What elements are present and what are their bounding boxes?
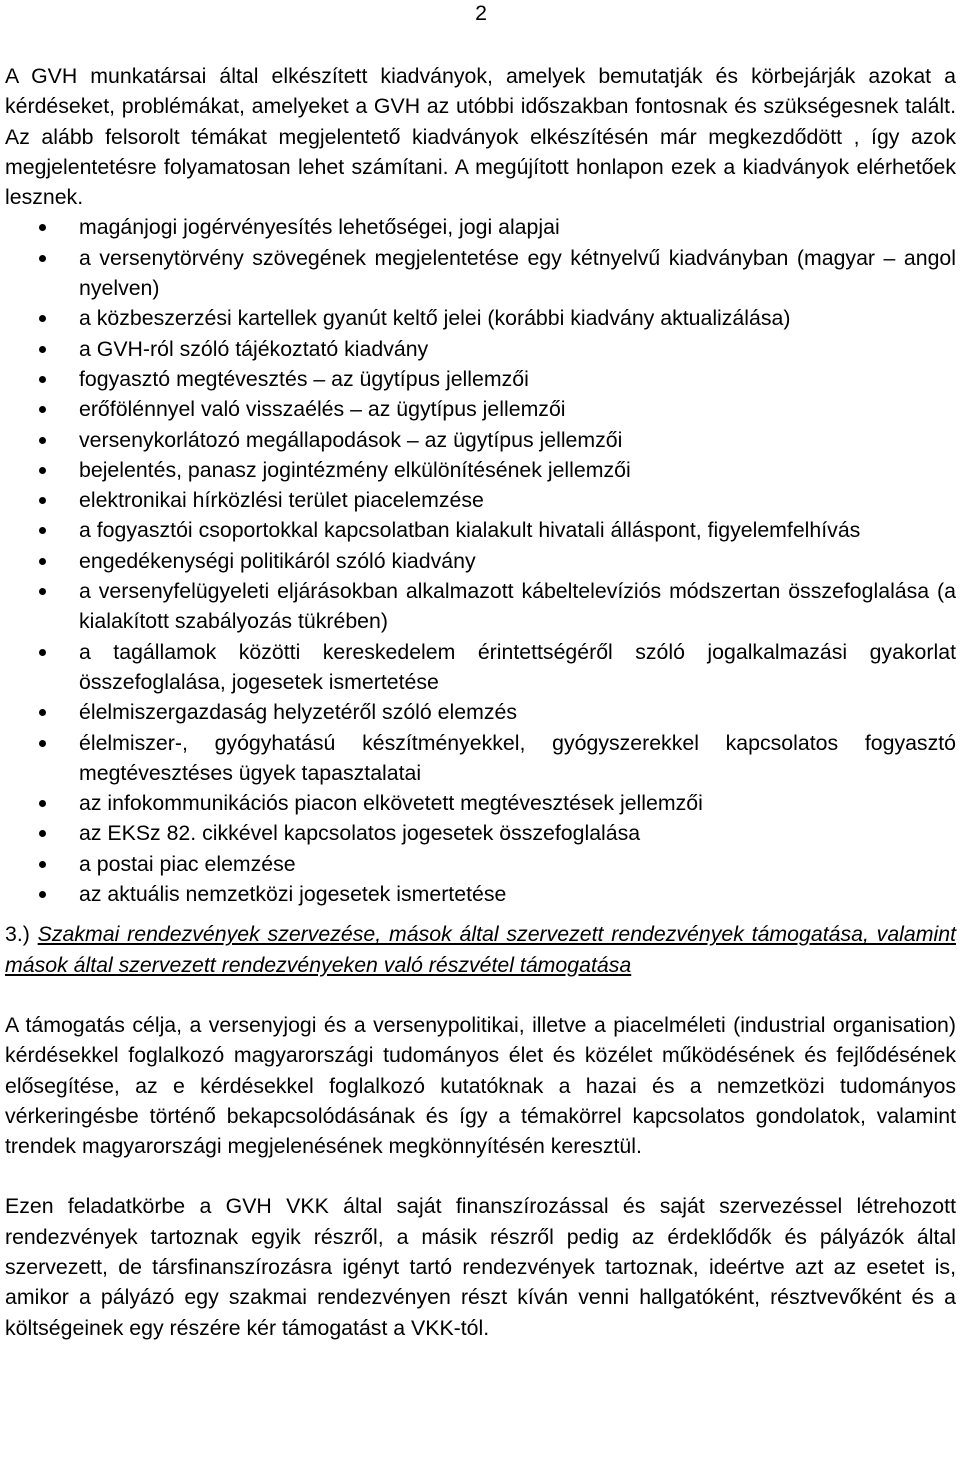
support-goal-paragraph: A támogatás célja, a versenyjogi és a versenypolitikai, illetve a piacelméleti (industrial organisation) kérdésekkel foglalkozó magyarországi tudományos élet és közélet működésének és fejlődésének elősegítése, az e kérdésekkel foglalkozó kutatóknak a hazai és a nemzetközi tudományos vérkeringésbe történő bekapcsolódásának és így a témakörrel kapcsolatos gondolatok, valamint trendek magyarországi megjelenésének megkönnyítésén keresztül.: [5, 1012, 956, 1159]
bullet-icon: [39, 406, 46, 413]
list-item: a versenyfelügyeleti eljárásokban alkalmazott kábeltelevíziós módszertan összefoglalása (a kialakított szabályozás tükrében): [79, 576, 956, 637]
list-item: az EKSz 82. cikkével kapcsolatos jogesetek összefoglalása: [79, 818, 956, 848]
bullet-icon: [39, 255, 46, 262]
publication-topics-list: [5, 212, 956, 909]
bullet-icon: [39, 891, 46, 898]
bullet-icon: [39, 346, 46, 353]
list-item: a versenytörvény szövegének megjelentetése egy kétnyelvű kiadványban (magyar – angol nyelven): [79, 243, 956, 304]
list-item: élelmiszergazdaság helyzetéről szóló elemzés: [79, 697, 956, 727]
list-item: bejelentés, panasz jogintézmény elkülönítésének jellemzői: [79, 455, 956, 485]
list-item: az aktuális nemzetközi jogesetek ismertetése: [79, 879, 956, 909]
bullet-icon: [39, 558, 46, 565]
list-item: a fogyasztói csoportokkal kapcsolatban kialakult hivatali álláspont, figyelemfelhívás: [79, 515, 956, 545]
bullet-icon: [39, 740, 46, 747]
list-item: a tagállamok közötti kereskedelem érintettségéről szóló jogalkalmazási gyakorlat összefoglalása, jogesetek ismertetése: [79, 637, 956, 698]
list-item: engedékenységi politikáról szóló kiadvány: [79, 546, 956, 576]
bullet-icon: [39, 649, 46, 656]
bullet-icon: [39, 376, 46, 383]
vkk-paragraph: Ezen feladatkörbe a GVH VKK által saját finanszírozással és saját szervezéssel létrehozott rendezvények tartoznak egyik részről, a másik részről pedig az érdeklődők és pályázók által szervezett, de társfinanszírozásra igényt tartó rendezvények tartoznak, ideértve azt az esetet is, amikor a pályázó egy szakmai rendezvényen részt kíván venni hallgatóként, résztvevőként és a költségeinek egy részére kér támogatást a VKK-tól.: [5, 1194, 956, 1340]
bullet-icon: [39, 588, 46, 595]
section-3-heading: [5, 919, 956, 980]
bullet-icon: [39, 315, 46, 322]
list-item: az infokommunikációs piacon elkövetett megtévesztések jellemzői: [79, 788, 956, 818]
list-item: erőfölénnyel való visszaélés – az ügytípus jellemzői: [79, 394, 956, 424]
list-item: fogyasztó megtévesztés – az ügytípus jellemzői: [79, 364, 956, 394]
section-3-title: Szakmai rendezvények szervezése, mások által szervezett rendezvények támogatása, valamint mások által szervezett rendezvényeken való részvétel támogatása: [5, 922, 956, 977]
section-3-number: 3.): [5, 922, 30, 947]
bullet-icon: [39, 467, 46, 474]
bullet-icon: [39, 861, 46, 868]
list-item: versenykorlátozó megállapodások – az ügytípus jellemzői: [79, 425, 956, 455]
list-item: a GVH-ról szóló tájékoztató kiadvány: [79, 334, 956, 364]
bullet-icon: [39, 830, 46, 837]
intro-paragraph: A GVH munkatársai által elkészített kiadványok, amelyek bemutatják és körbejárják azokat a kérdéseket, problémákat, amelyeket a GVH az utóbbi időszakban fontosnak és szükségesnek talált. Az alább felsorolt témákat megjelentető kiadványok elkészítésén már megkezdődött , így azok megjelentetésre folyamatosan lehet számítani. A megújított honlapon ezek a kiadványok elérhetőek lesznek.: [5, 64, 956, 210]
bullet-icon: [39, 800, 46, 807]
bullet-icon: [39, 497, 46, 504]
list-item: elektronikai hírközlési terület piacelemzése: [79, 485, 956, 515]
list-item: magánjogi jogérvényesítés lehetőségei, jogi alapjai: [79, 212, 956, 242]
bullet-icon: [39, 437, 46, 444]
list-item: a postai piac elemzése: [79, 849, 956, 879]
bullet-icon: [39, 709, 46, 716]
page-number: 2: [475, 1, 487, 25]
bullet-icon: [39, 224, 46, 231]
bullet-icon: [39, 527, 46, 534]
list-item: élelmiszer-, gyógyhatású készítményekkel, gyógyszerekkel kapcsolatos fogyasztó megtévesztéses ügyek tapasztalatai: [79, 728, 956, 789]
list-item: a közbeszerzési kartellek gyanút keltő jelei (korábbi kiadvány aktualizálása): [79, 303, 956, 333]
document-body: [5, 61, 956, 1343]
